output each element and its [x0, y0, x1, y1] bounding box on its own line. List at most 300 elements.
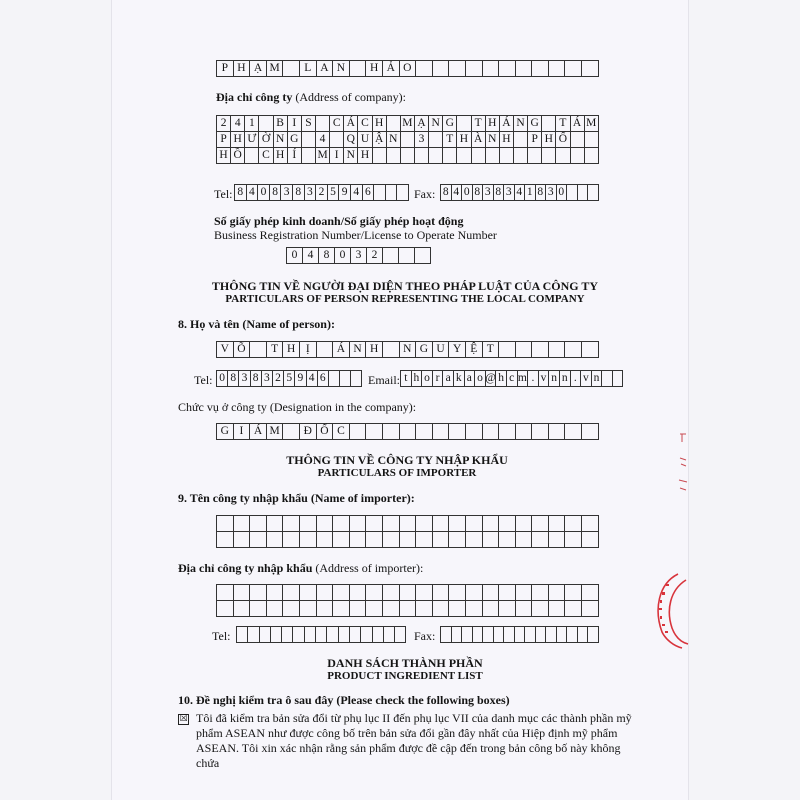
importer-name-char-box[interactable] [333, 532, 350, 548]
company-tel-char-box[interactable]: 4 [247, 185, 259, 201]
importer-name-char-box[interactable] [400, 532, 417, 548]
importer-name-char-box[interactable] [532, 516, 549, 532]
person-email-char-box[interactable]: a [443, 371, 454, 387]
company-address-char-box[interactable]: G [443, 116, 457, 132]
importer-address-char-box[interactable] [366, 585, 383, 601]
importer-fax-char-box[interactable] [462, 627, 473, 643]
company-fax-char-box[interactable]: 1 [525, 185, 536, 201]
designation-char-box[interactable] [549, 424, 566, 440]
importer-name-char-box[interactable] [449, 532, 466, 548]
importer-name-char-box[interactable] [383, 532, 400, 548]
person-name-char-box[interactable]: V [217, 342, 234, 358]
company-address-char-box[interactable]: H [486, 116, 500, 132]
company-address-char-box[interactable]: H [457, 132, 471, 148]
importer-address-char-box[interactable] [466, 601, 483, 617]
person-email-char-box[interactable]: @ [486, 371, 497, 387]
importer-tel-char-box[interactable] [248, 627, 259, 643]
company-address-char-box[interactable] [472, 148, 486, 164]
company-name-char-box[interactable] [466, 61, 483, 77]
company-fax-char-box[interactable] [567, 185, 578, 201]
importer-address-char-box[interactable] [267, 585, 284, 601]
importer-address-char-box[interactable] [250, 585, 267, 601]
company-address-char-box[interactable]: H [358, 148, 372, 164]
company-address-char-box[interactable]: G [528, 116, 542, 132]
company-address-char-box[interactable]: N [344, 148, 358, 164]
person-name-char-box[interactable]: H [283, 342, 300, 358]
company-name-char-box[interactable] [582, 61, 599, 77]
company-name-char-box[interactable] [532, 61, 549, 77]
importer-name-char-box[interactable] [433, 532, 450, 548]
importer-fax-char-box[interactable] [473, 627, 484, 643]
person-tel-char-box[interactable]: 2 [273, 371, 284, 387]
importer-address-char-box[interactable] [565, 601, 582, 617]
company-address-char-box[interactable] [514, 148, 528, 164]
importer-tel-char-box[interactable] [316, 627, 327, 643]
company-name-char-box[interactable]: O [400, 61, 417, 77]
person-email-char-box[interactable]: . [528, 371, 539, 387]
company-address-char-box[interactable]: N [514, 116, 528, 132]
importer-address-char-box[interactable] [416, 585, 433, 601]
designation-char-box[interactable] [383, 424, 400, 440]
company-address-char-box[interactable]: Ố [556, 132, 570, 148]
company-address-char-box[interactable]: N [387, 132, 401, 148]
importer-fax-char-box[interactable] [515, 627, 526, 643]
person-tel-char-box[interactable]: 8 [228, 371, 239, 387]
importer-name-char-box[interactable] [267, 532, 284, 548]
importer-name-char-box[interactable] [267, 516, 284, 532]
person-email-char-box[interactable]: n [592, 371, 603, 387]
person-name-char-box[interactable] [516, 342, 533, 358]
license-char-box[interactable]: 0 [335, 248, 351, 264]
designation-char-box[interactable] [400, 424, 417, 440]
company-tel-char-box[interactable]: 6 [363, 185, 375, 201]
company-address-char-box[interactable] [316, 116, 330, 132]
importer-address-char-box[interactable] [283, 585, 300, 601]
company-address-char-box[interactable] [585, 148, 599, 164]
company-name-char-box[interactable] [449, 61, 466, 77]
importer-name-char-box[interactable] [400, 516, 417, 532]
importer-name-char-box[interactable] [466, 516, 483, 532]
person-email-char-box[interactable]: o [422, 371, 433, 387]
company-address-char-box[interactable] [457, 116, 471, 132]
importer-fax-char-box[interactable] [525, 627, 536, 643]
importer-address-char-box[interactable] [333, 601, 350, 617]
company-address-char-box[interactable] [542, 148, 556, 164]
person-name-char-box[interactable]: Y [449, 342, 466, 358]
company-address-char-box[interactable]: N [429, 116, 443, 132]
company-name-char-box[interactable] [549, 61, 566, 77]
designation-char-box[interactable] [516, 424, 533, 440]
importer-name-char-box[interactable] [283, 516, 300, 532]
company-address-char-box[interactable]: I [330, 148, 344, 164]
company-address-char-box[interactable]: Ậ [373, 132, 387, 148]
person-email-char-box[interactable]: c [507, 371, 518, 387]
designation-char-box[interactable] [433, 424, 450, 440]
person-name-char-box[interactable]: Á [333, 342, 350, 358]
importer-name-char-box[interactable] [350, 532, 367, 548]
importer-name-char-box[interactable] [383, 516, 400, 532]
importer-tel-char-box[interactable] [339, 627, 350, 643]
company-address-char-box[interactable] [387, 148, 401, 164]
importer-name-char-box[interactable] [449, 516, 466, 532]
importer-address-char-box[interactable] [317, 585, 334, 601]
company-fax-char-box[interactable]: 3 [504, 185, 515, 201]
person-name-char-box[interactable]: N [350, 342, 367, 358]
company-tel-char-box[interactable]: 5 [328, 185, 340, 201]
license-char-box[interactable]: 2 [367, 248, 383, 264]
person-tel-char-box[interactable] [351, 371, 362, 387]
company-address-char-box[interactable]: Á [344, 116, 358, 132]
person-name-char-box[interactable] [532, 342, 549, 358]
confirm-checkbox[interactable]: ☒ [179, 714, 188, 724]
company-address-char-box[interactable] [528, 148, 542, 164]
company-address-char-box[interactable]: T [556, 116, 570, 132]
license-char-box[interactable]: 8 [319, 248, 335, 264]
designation-char-box[interactable]: M [267, 424, 284, 440]
company-name-char-box[interactable] [499, 61, 516, 77]
designation-char-box[interactable] [283, 424, 300, 440]
importer-name-char-box[interactable] [416, 532, 433, 548]
company-tel-char-box[interactable]: 3 [305, 185, 317, 201]
company-fax-char-box[interactable]: 8 [473, 185, 484, 201]
importer-address-char-box[interactable] [466, 585, 483, 601]
designation-char-box[interactable] [449, 424, 466, 440]
importer-address-char-box[interactable] [300, 585, 317, 601]
importer-address-char-box[interactable] [333, 585, 350, 601]
company-address-char-box[interactable]: N [274, 132, 288, 148]
company-name-char-box[interactable] [516, 61, 533, 77]
company-address-char-box[interactable]: S [302, 116, 316, 132]
designation-char-box[interactable]: I [234, 424, 251, 440]
person-email-char-box[interactable] [602, 371, 613, 387]
importer-tel-char-box[interactable] [350, 627, 361, 643]
company-address-char-box[interactable]: 1 [245, 116, 259, 132]
company-address-char-box[interactable] [457, 148, 471, 164]
company-address-char-box[interactable]: À [472, 132, 486, 148]
person-tel-char-box[interactable]: 5 [284, 371, 295, 387]
company-address-char-box[interactable] [401, 132, 415, 148]
importer-fax-char-box[interactable] [567, 627, 578, 643]
person-email-char-box[interactable]: t [401, 371, 412, 387]
importer-name-char-box[interactable] [565, 516, 582, 532]
person-name-char-box[interactable]: U [433, 342, 450, 358]
company-address-char-box[interactable]: H [274, 148, 288, 164]
importer-name-char-box[interactable] [483, 532, 500, 548]
importer-name-char-box[interactable] [234, 532, 251, 548]
company-address-char-box[interactable]: C [259, 148, 273, 164]
company-address-char-box[interactable]: 4 [316, 132, 330, 148]
person-name-char-box[interactable]: T [267, 342, 284, 358]
company-fax-char-box[interactable]: 0 [557, 185, 568, 201]
company-address-char-box[interactable]: H [373, 116, 387, 132]
designation-char-box[interactable] [366, 424, 383, 440]
importer-address-char-box[interactable] [433, 585, 450, 601]
company-address-char-box[interactable] [401, 148, 415, 164]
company-name-char-box[interactable] [416, 61, 433, 77]
person-email-char-box[interactable]: n [560, 371, 571, 387]
designation-char-box[interactable] [499, 424, 516, 440]
company-name-char-box[interactable] [483, 61, 500, 77]
designation-char-box[interactable] [350, 424, 367, 440]
company-address-char-box[interactable]: M [316, 148, 330, 164]
company-address-char-box[interactable]: I [288, 116, 302, 132]
designation-char-box[interactable]: Á [250, 424, 267, 440]
person-email-char-box[interactable]: k [454, 371, 465, 387]
importer-name-char-box[interactable] [333, 516, 350, 532]
importer-fax-char-box[interactable] [536, 627, 547, 643]
company-fax-char-box[interactable]: 8 [494, 185, 505, 201]
importer-address-char-box[interactable] [366, 601, 383, 617]
person-name-char-box[interactable] [383, 342, 400, 358]
company-address-char-box[interactable]: C [330, 116, 344, 132]
license-char-box[interactable]: 0 [287, 248, 303, 264]
company-fax-char-box[interactable] [588, 185, 599, 201]
importer-address-char-box[interactable] [383, 585, 400, 601]
company-address-char-box[interactable]: H [542, 132, 556, 148]
importer-address-char-box[interactable] [317, 601, 334, 617]
importer-tel-char-box[interactable] [293, 627, 304, 643]
company-address-char-box[interactable] [486, 148, 500, 164]
person-email-char-box[interactable]: v [581, 371, 592, 387]
person-name-char-box[interactable]: G [416, 342, 433, 358]
designation-char-box[interactable]: G [217, 424, 234, 440]
company-address-char-box[interactable] [571, 148, 585, 164]
person-email-char-box[interactable]: o [475, 371, 486, 387]
person-name-char-box[interactable]: Õ [234, 342, 251, 358]
company-tel-char-box[interactable]: 2 [316, 185, 328, 201]
designation-char-box[interactable] [532, 424, 549, 440]
person-tel-char-box[interactable]: 8 [251, 371, 262, 387]
importer-name-char-box[interactable] [582, 532, 599, 548]
importer-name-char-box[interactable] [283, 532, 300, 548]
importer-address-char-box[interactable] [400, 585, 417, 601]
company-address-char-box[interactable]: P [217, 132, 231, 148]
license-char-box[interactable]: 4 [303, 248, 319, 264]
person-email-char-box[interactable]: . [571, 371, 582, 387]
company-tel-char-box[interactable]: 8 [270, 185, 282, 201]
company-name-char-box[interactable] [350, 61, 367, 77]
importer-name-char-box[interactable] [300, 532, 317, 548]
person-name-char-box[interactable] [250, 342, 267, 358]
company-address-char-box[interactable]: T [472, 116, 486, 132]
license-char-box[interactable] [399, 248, 415, 264]
company-name-char-box[interactable] [433, 61, 450, 77]
importer-name-char-box[interactable] [433, 516, 450, 532]
company-address-char-box[interactable] [585, 132, 599, 148]
company-address-char-box[interactable]: N [486, 132, 500, 148]
importer-fax-char-box[interactable] [578, 627, 589, 643]
company-name-char-box[interactable]: H [234, 61, 251, 77]
company-address-char-box[interactable] [429, 148, 443, 164]
person-email-char-box[interactable]: m [518, 371, 529, 387]
importer-address-char-box[interactable] [217, 601, 234, 617]
company-address-char-box[interactable]: 2 [217, 116, 231, 132]
company-address-char-box[interactable] [302, 148, 316, 164]
designation-char-box[interactable] [582, 424, 599, 440]
company-tel-char-box[interactable]: 8 [235, 185, 247, 201]
importer-fax-char-box[interactable] [494, 627, 505, 643]
importer-tel-char-box[interactable] [237, 627, 248, 643]
importer-name-char-box[interactable] [350, 516, 367, 532]
importer-address-char-box[interactable] [549, 601, 566, 617]
importer-address-char-box[interactable] [449, 585, 466, 601]
person-email-char-box[interactable]: r [433, 371, 444, 387]
person-name-char-box[interactable] [549, 342, 566, 358]
company-fax-char-box[interactable]: 8 [536, 185, 547, 201]
importer-tel-char-box[interactable] [373, 627, 384, 643]
importer-address-char-box[interactable] [283, 601, 300, 617]
company-name-char-box[interactable]: L [300, 61, 317, 77]
importer-address-char-box[interactable] [549, 585, 566, 601]
license-char-box[interactable]: 3 [351, 248, 367, 264]
company-address-char-box[interactable]: Á [571, 116, 585, 132]
importer-address-char-box[interactable] [483, 601, 500, 617]
person-name-char-box[interactable] [565, 342, 582, 358]
importer-tel-char-box[interactable] [395, 627, 406, 643]
importer-address-char-box[interactable] [217, 585, 234, 601]
importer-name-char-box[interactable] [217, 532, 234, 548]
company-address-char-box[interactable] [500, 148, 514, 164]
importer-name-char-box[interactable] [582, 516, 599, 532]
company-address-char-box[interactable]: 4 [231, 116, 245, 132]
importer-address-char-box[interactable] [250, 601, 267, 617]
company-address-char-box[interactable]: Á [500, 116, 514, 132]
company-fax-char-box[interactable] [578, 185, 589, 201]
importer-address-char-box[interactable] [400, 601, 417, 617]
importer-tel-char-box[interactable] [260, 627, 271, 643]
importer-name-char-box[interactable] [499, 516, 516, 532]
importer-name-char-box[interactable] [565, 532, 582, 548]
company-address-char-box[interactable]: B [274, 116, 288, 132]
importer-name-char-box[interactable] [317, 516, 334, 532]
company-fax-char-box[interactable]: 8 [441, 185, 452, 201]
importer-fax-char-box[interactable] [588, 627, 599, 643]
company-address-char-box[interactable] [387, 116, 401, 132]
importer-tel-char-box[interactable] [271, 627, 282, 643]
designation-char-box[interactable] [483, 424, 500, 440]
person-name-char-box[interactable] [582, 342, 599, 358]
importer-address-char-box[interactable] [499, 585, 516, 601]
person-tel-char-box[interactable]: 4 [307, 371, 318, 387]
company-address-char-box[interactable]: U [358, 132, 372, 148]
importer-name-char-box[interactable] [499, 532, 516, 548]
company-address-char-box[interactable]: Q [344, 132, 358, 148]
importer-name-char-box[interactable] [250, 516, 267, 532]
company-tel-char-box[interactable]: 3 [281, 185, 293, 201]
company-tel-char-box[interactable]: 4 [351, 185, 363, 201]
importer-address-char-box[interactable] [350, 585, 367, 601]
importer-tel-char-box[interactable] [282, 627, 293, 643]
importer-tel-char-box[interactable] [305, 627, 316, 643]
importer-address-char-box[interactable] [516, 601, 533, 617]
company-address-char-box[interactable]: C [358, 116, 372, 132]
importer-address-char-box[interactable] [433, 601, 450, 617]
company-address-char-box[interactable] [542, 116, 556, 132]
company-address-char-box[interactable]: T [443, 132, 457, 148]
person-name-char-box[interactable]: H [366, 342, 383, 358]
importer-tel-char-box[interactable] [384, 627, 395, 643]
company-tel-char-box[interactable] [374, 185, 386, 201]
license-char-box[interactable] [415, 248, 431, 264]
company-name-char-box[interactable]: H [366, 61, 383, 77]
importer-tel-char-box[interactable] [361, 627, 372, 643]
importer-address-char-box[interactable] [483, 585, 500, 601]
importer-name-char-box[interactable] [366, 532, 383, 548]
company-address-char-box[interactable]: Ạ [415, 116, 429, 132]
company-name-char-box[interactable] [283, 61, 300, 77]
company-name-char-box[interactable]: Ả [383, 61, 400, 77]
license-char-box[interactable] [383, 248, 399, 264]
person-tel-char-box[interactable] [340, 371, 351, 387]
importer-address-char-box[interactable] [383, 601, 400, 617]
company-tel-char-box[interactable] [386, 185, 398, 201]
company-address-char-box[interactable] [302, 132, 316, 148]
importer-address-char-box[interactable] [499, 601, 516, 617]
company-address-char-box[interactable]: M [401, 116, 415, 132]
importer-fax-char-box[interactable] [546, 627, 557, 643]
company-name-char-box[interactable] [565, 61, 582, 77]
person-tel-char-box[interactable]: 9 [295, 371, 306, 387]
person-tel-char-box[interactable] [329, 371, 340, 387]
person-tel-char-box[interactable]: 6 [318, 371, 329, 387]
importer-name-char-box[interactable] [366, 516, 383, 532]
importer-name-char-box[interactable] [549, 532, 566, 548]
company-address-char-box[interactable]: H [500, 132, 514, 148]
importer-address-char-box[interactable] [267, 601, 284, 617]
importer-name-char-box[interactable] [300, 516, 317, 532]
designation-char-box[interactable] [416, 424, 433, 440]
person-email-char-box[interactable]: a [465, 371, 476, 387]
designation-char-box[interactable]: Ố [317, 424, 334, 440]
person-email-char-box[interactable]: h [496, 371, 507, 387]
company-tel-char-box[interactable]: 9 [339, 185, 351, 201]
company-tel-char-box[interactable]: 8 [293, 185, 305, 201]
person-name-char-box[interactable] [499, 342, 516, 358]
company-address-char-box[interactable] [245, 148, 259, 164]
company-address-char-box[interactable]: Í [288, 148, 302, 164]
company-name-char-box[interactable]: M [267, 61, 284, 77]
company-fax-char-box[interactable]: 3 [483, 185, 494, 201]
company-fax-char-box[interactable]: 4 [515, 185, 526, 201]
importer-address-char-box[interactable] [516, 585, 533, 601]
importer-name-char-box[interactable] [549, 516, 566, 532]
company-address-char-box[interactable]: Ồ [231, 148, 245, 164]
company-address-char-box[interactable]: Ờ [259, 132, 273, 148]
company-address-char-box[interactable]: Ư [245, 132, 259, 148]
person-email-char-box[interactable]: h [412, 371, 423, 387]
company-address-char-box[interactable]: G [288, 132, 302, 148]
importer-name-char-box[interactable] [217, 516, 234, 532]
company-address-char-box[interactable]: P [528, 132, 542, 148]
importer-tel-char-box[interactable] [327, 627, 338, 643]
company-address-char-box[interactable]: H [217, 148, 231, 164]
importer-name-char-box[interactable] [250, 532, 267, 548]
person-email-char-box[interactable] [613, 371, 624, 387]
importer-address-char-box[interactable] [300, 601, 317, 617]
importer-name-char-box[interactable] [466, 532, 483, 548]
company-name-char-box[interactable]: Ạ [250, 61, 267, 77]
company-fax-char-box[interactable]: 4 [452, 185, 463, 201]
person-tel-char-box[interactable]: 3 [262, 371, 273, 387]
company-tel-char-box[interactable] [397, 185, 409, 201]
designation-char-box[interactable]: Đ [300, 424, 317, 440]
person-name-char-box[interactable] [317, 342, 334, 358]
designation-char-box[interactable]: C [333, 424, 350, 440]
company-address-char-box[interactable] [330, 132, 344, 148]
person-name-char-box[interactable]: N [400, 342, 417, 358]
company-address-char-box[interactable] [429, 132, 443, 148]
company-address-char-box[interactable]: H [231, 132, 245, 148]
